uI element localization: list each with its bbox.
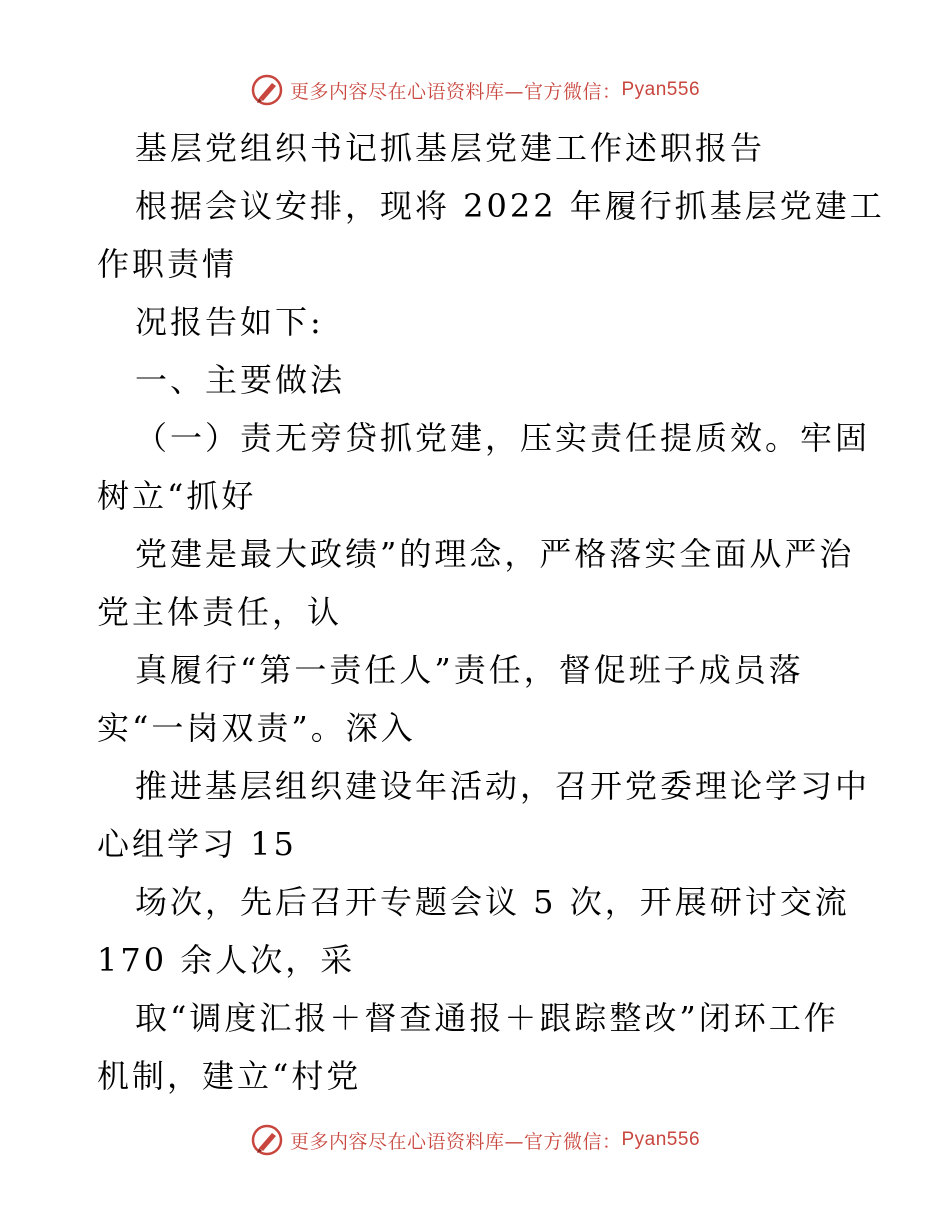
body-line: 况报告如下: bbox=[135, 303, 324, 341]
body-line: 推进基层组织建设年活动，召开党委理论学习中 bbox=[135, 767, 871, 805]
watermark-wechat-id: Pyan556 bbox=[621, 1129, 701, 1150]
body-line: 作职责情 bbox=[97, 245, 238, 283]
watermark-text: 更多内容尽在心语资料库—官方微信： bbox=[289, 1130, 622, 1153]
body-line: 场次，先后召开专题会议 5 次，开展研讨交流 bbox=[135, 883, 850, 921]
watermark-text: 更多内容尽在心语资料库—官方微信： bbox=[289, 80, 622, 103]
document-title: 基层党组织书记抓基层党建工作述职报告 bbox=[135, 129, 766, 167]
footer-watermark bbox=[0, 1120, 950, 1160]
body-line: 真履行“第一责任人”责任，督促班子成员落 bbox=[135, 651, 804, 689]
body-line: 心组学习 15 bbox=[97, 825, 297, 863]
section-heading: 一、主要做法 bbox=[135, 361, 346, 399]
pen-logo-icon bbox=[250, 1123, 284, 1157]
header-watermark bbox=[0, 70, 950, 110]
watermark-wechat-id: Pyan556 bbox=[621, 79, 701, 100]
body-line: 党主体责任，认 bbox=[97, 593, 343, 631]
pen-logo-icon bbox=[250, 73, 284, 107]
subsection-heading: （一）责无旁贷抓党建，压实责任提质效。牢固 bbox=[135, 419, 871, 457]
body-line: 170 余人次，采 bbox=[97, 941, 356, 979]
body-line: 机制，建立“村党 bbox=[97, 1057, 362, 1095]
body-line: 树立“抓好 bbox=[97, 477, 257, 515]
body-line: 取“调度汇报＋督查通报＋跟踪整改”闭环工作 bbox=[135, 999, 839, 1037]
body-line: 实“一岗双责”。深入 bbox=[97, 709, 416, 747]
body-line: 根据会议安排，现将 2022 年履行抓基层党建工 bbox=[135, 187, 885, 225]
body-line: 党建是最大政绩”的理念，严格落实全面从严治 bbox=[135, 535, 855, 573]
